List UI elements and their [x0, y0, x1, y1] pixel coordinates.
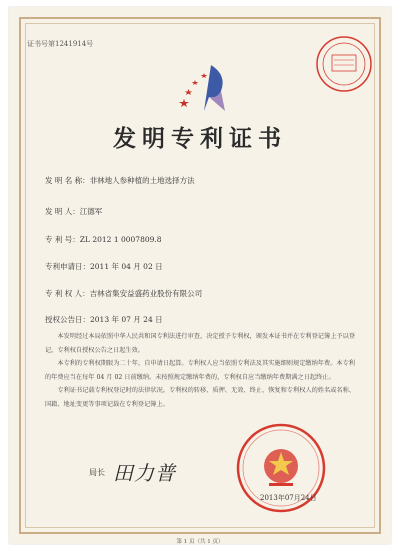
stamp-date: 2013年07月24日 — [260, 494, 317, 502]
field-application-date — [45, 261, 163, 272]
field-inventor — [45, 206, 102, 217]
field-value: 2013 年 07 月 24 日 — [90, 315, 163, 324]
field-label: 发 明 人： — [45, 207, 80, 216]
field-invention-name — [45, 175, 195, 186]
page-footer: 第 1 页（共 1 页） — [176, 539, 224, 545]
field-patentee — [45, 288, 202, 299]
patent-office-emblem-icon — [171, 55, 233, 117]
body-paragraph: 专利证书记载专利权登记时的法律状况。专利权的转移、质押、无效、终止、恢复和专利权人的姓名或名称、国籍、地址变更等事项记载在专利登记簿上。 — [45, 387, 355, 408]
field-value: ZL 2012 1 0007809.8 — [79, 235, 162, 244]
anti-counterfeit-seal-icon — [315, 35, 373, 93]
field-grant-date — [45, 314, 163, 325]
field-value: 非林地人参种植的土地选择方法 — [89, 176, 195, 185]
field-label: 专 利 权 人： — [45, 289, 90, 298]
field-label: 专利申请日： — [45, 262, 90, 271]
field-patent-number — [45, 234, 162, 245]
director-signature: 田力普 — [113, 461, 176, 485]
certificate-body-text — [45, 330, 355, 412]
field-label: 发 明 名 称： — [45, 176, 90, 185]
body-paragraph: 本专利的专利权期限为二十年，自申请日起算。专利权人应当依照专利法及其实施细则规定缴纳年费。本专利的年费应当在每年 04 月 02 日前缴纳。未按照规定缴纳年费的，专利权自应当缴纳年费期满之日起终止。 — [45, 360, 355, 381]
field-value: 2011 年 04 月 02 日 — [90, 262, 163, 271]
field-label: 授权公告日： — [45, 315, 90, 324]
field-label: 专 利 号： — [45, 235, 80, 244]
certificate — [9, 7, 391, 544]
body-paragraph: 本发明经过本局依照中华人民共和国专利法进行审查，决定授予专利权，颁发本证书并在专利登记簿上予以登记。专利权自授权公告之日起生效。 — [45, 333, 355, 354]
page-title: 发明专利证书 — [113, 125, 287, 152]
field-value: 江德军 — [79, 207, 103, 216]
field-value: 吉林省集安益盛药业股份有限公司 — [89, 289, 203, 298]
certificate-number: 证书号第1241914号 — [27, 40, 94, 48]
signature-label: 局长 — [89, 468, 105, 477]
